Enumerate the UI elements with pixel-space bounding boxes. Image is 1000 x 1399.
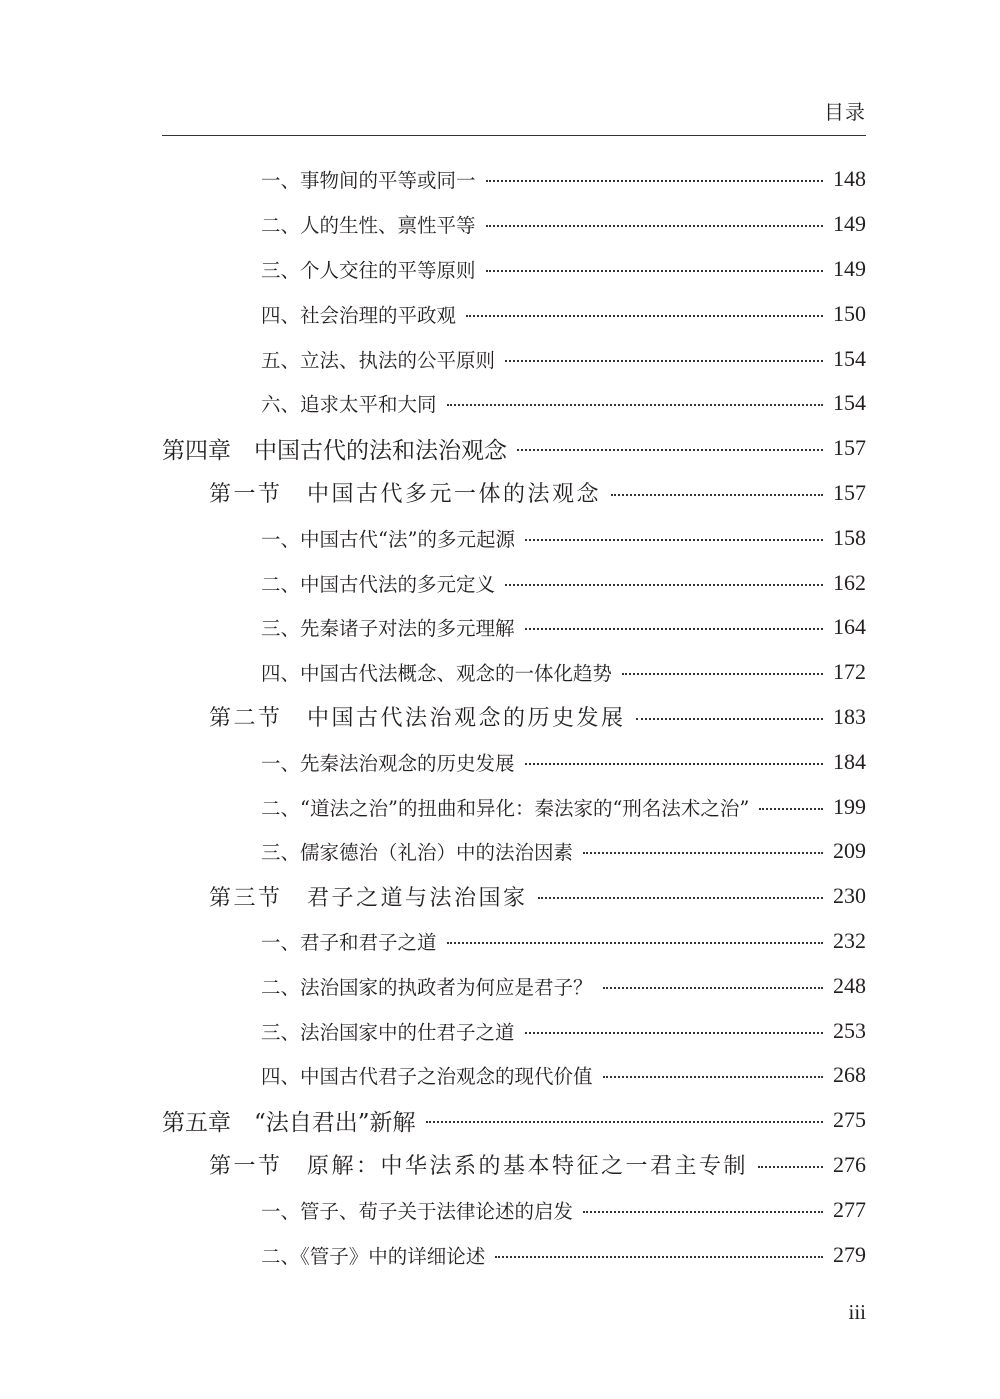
- dot-leader: [603, 1076, 823, 1078]
- dot-leader: [583, 1211, 823, 1213]
- dot-leader: [447, 404, 823, 406]
- toc-entry-title: 一、中国古代“法”的多元起源: [261, 527, 515, 551]
- toc-page-number: 253: [833, 1017, 866, 1043]
- toc-chapter-entry: [0, 1098, 866, 1143]
- toc-section-entry: [0, 874, 866, 919]
- toc-entry-title: 四、中国古代君子之治观念的现代价值: [261, 1065, 593, 1089]
- dot-leader: [525, 763, 823, 765]
- toc-subsection-entry: [0, 247, 866, 292]
- toc-section-entry: [0, 471, 866, 516]
- toc-page-number: 275: [833, 1107, 866, 1133]
- toc-page-number: 268: [833, 1062, 866, 1088]
- toc-page-number: 183: [833, 703, 866, 729]
- toc-entry-title: 第二节 中国古代法治观念的历史发展: [209, 706, 626, 732]
- dot-leader: [759, 808, 823, 810]
- toc-entry-title: 一、管子、荀子关于法律论述的启发: [261, 1199, 574, 1223]
- dot-leader: [525, 628, 823, 630]
- dot-leader: [486, 225, 823, 227]
- toc-page-number: 157: [833, 479, 866, 505]
- toc-subsection-entry: [0, 739, 866, 784]
- toc-entry-title: 三、儒家德治（礼治）中的法治因素: [261, 841, 574, 865]
- toc-subsection-entry: [0, 829, 866, 874]
- toc-page-number: 230: [833, 883, 866, 909]
- toc-subsection-entry: [0, 515, 866, 560]
- toc-entry-title: 一、先秦法治观念的历史发展: [261, 751, 515, 775]
- toc-page-number: 172: [833, 659, 866, 685]
- dot-leader: [486, 180, 823, 182]
- toc-entry-title: 五、立法、执法的公平原则: [261, 348, 496, 372]
- toc-subsection-entry: [0, 605, 866, 650]
- toc-entry-title: 三、法治国家中的仕君子之道: [261, 1020, 515, 1044]
- toc-subsection-entry: [0, 381, 866, 426]
- toc-page-number: 149: [833, 211, 866, 237]
- toc-entry-title: 第三节 君子之道与法治国家: [209, 885, 528, 911]
- dot-leader: [466, 315, 823, 317]
- toc-subsection-entry: [0, 1008, 866, 1053]
- table-of-contents: [0, 157, 1000, 1277]
- toc-page-number: 154: [833, 345, 866, 371]
- toc-entry-title: 二、《管子》中的详细论述: [261, 1244, 486, 1268]
- toc-entry-title: 第四章 中国古代的法和法治观念: [162, 437, 507, 464]
- dot-leader: [758, 1166, 823, 1168]
- dot-leader: [495, 1256, 823, 1258]
- toc-section-entry: [0, 695, 866, 740]
- toc-page-number: 276: [833, 1151, 866, 1177]
- toc-page-number: 157: [833, 435, 866, 461]
- toc-page-number: 248: [833, 972, 866, 998]
- toc-entry-title: 第五章 “法自君出”新解: [162, 1109, 416, 1136]
- toc-entry-title: 四、中国古代法概念、观念的一体化趋势: [261, 662, 613, 686]
- toc-subsection-entry: [0, 1187, 866, 1232]
- dot-leader: [505, 360, 823, 362]
- toc-page-number: 148: [833, 166, 866, 192]
- toc-subsection-entry: [0, 157, 866, 202]
- toc-subsection-entry: [0, 919, 866, 964]
- toc-entry-title: 四、社会治理的平政观: [261, 303, 457, 327]
- toc-entry-title: 二、中国古代法的多元定义: [261, 572, 496, 596]
- dot-leader: [583, 852, 823, 854]
- dot-leader: [603, 987, 823, 989]
- running-title: 目录: [824, 100, 866, 124]
- toc-entry-title: 第一节 中国古代多元一体的法观念: [209, 482, 602, 508]
- toc-entry-title: 六、追求太平和大同: [261, 393, 437, 417]
- toc-subsection-entry: [0, 784, 866, 829]
- toc-entry-title: 三、先秦诸子对法的多元理解: [261, 617, 515, 641]
- dot-leader: [426, 1121, 823, 1123]
- dot-leader: [636, 718, 823, 720]
- toc-subsection-entry: [0, 1232, 866, 1277]
- dot-leader: [447, 942, 823, 944]
- toc-subsection-entry: [0, 963, 866, 1008]
- toc-page-number: 277: [833, 1196, 866, 1222]
- dot-leader: [525, 539, 823, 541]
- dot-leader: [505, 584, 823, 586]
- toc-entry-title: 二、“道法之治”的扭曲和异化：秦法家的“刑名法术之治”: [261, 796, 750, 820]
- dot-leader: [622, 673, 823, 675]
- toc-subsection-entry: [0, 650, 866, 695]
- toc-page-number: 199: [833, 793, 866, 819]
- dot-leader: [517, 449, 823, 451]
- toc-chapter-entry: [0, 426, 866, 471]
- dot-leader: [525, 1032, 823, 1034]
- header-rule: [162, 135, 866, 136]
- toc-entry-title: 一、君子和君子之道: [261, 930, 437, 954]
- toc-entry-title: 二、人的生性、禀性平等: [261, 214, 476, 238]
- toc-subsection-entry: [0, 202, 866, 247]
- toc-subsection-entry: [0, 560, 866, 605]
- toc-page-number: 209: [833, 838, 866, 864]
- toc-subsection-entry: [0, 1053, 866, 1098]
- dot-leader: [486, 270, 823, 272]
- toc-section-entry: [0, 1143, 866, 1188]
- page-number: iii: [848, 1300, 866, 1324]
- toc-page-number: 162: [833, 569, 866, 595]
- toc-page-number: 158: [833, 524, 866, 550]
- toc-entry-title: 一、事物间的平等或同一: [261, 169, 476, 193]
- toc-page-number: 149: [833, 255, 866, 281]
- toc-subsection-entry: [0, 336, 866, 381]
- toc-page-number: 154: [833, 390, 866, 416]
- dot-leader: [611, 494, 823, 496]
- toc-page-number: 150: [833, 300, 866, 326]
- dot-leader: [538, 897, 823, 899]
- toc-page-number: 232: [833, 927, 866, 953]
- toc-entry-title: 第一节 原解：中华法系的基本特征之一君主专制: [209, 1154, 749, 1180]
- toc-entry-title: 二、法治国家的执政者为何应是君子？: [261, 975, 593, 999]
- toc-page-number: 184: [833, 748, 866, 774]
- toc-page-number: 164: [833, 614, 866, 640]
- toc-page-number: 279: [833, 1241, 866, 1267]
- toc-subsection-entry: [0, 291, 866, 336]
- toc-entry-title: 三、个人交往的平等原则: [261, 258, 476, 282]
